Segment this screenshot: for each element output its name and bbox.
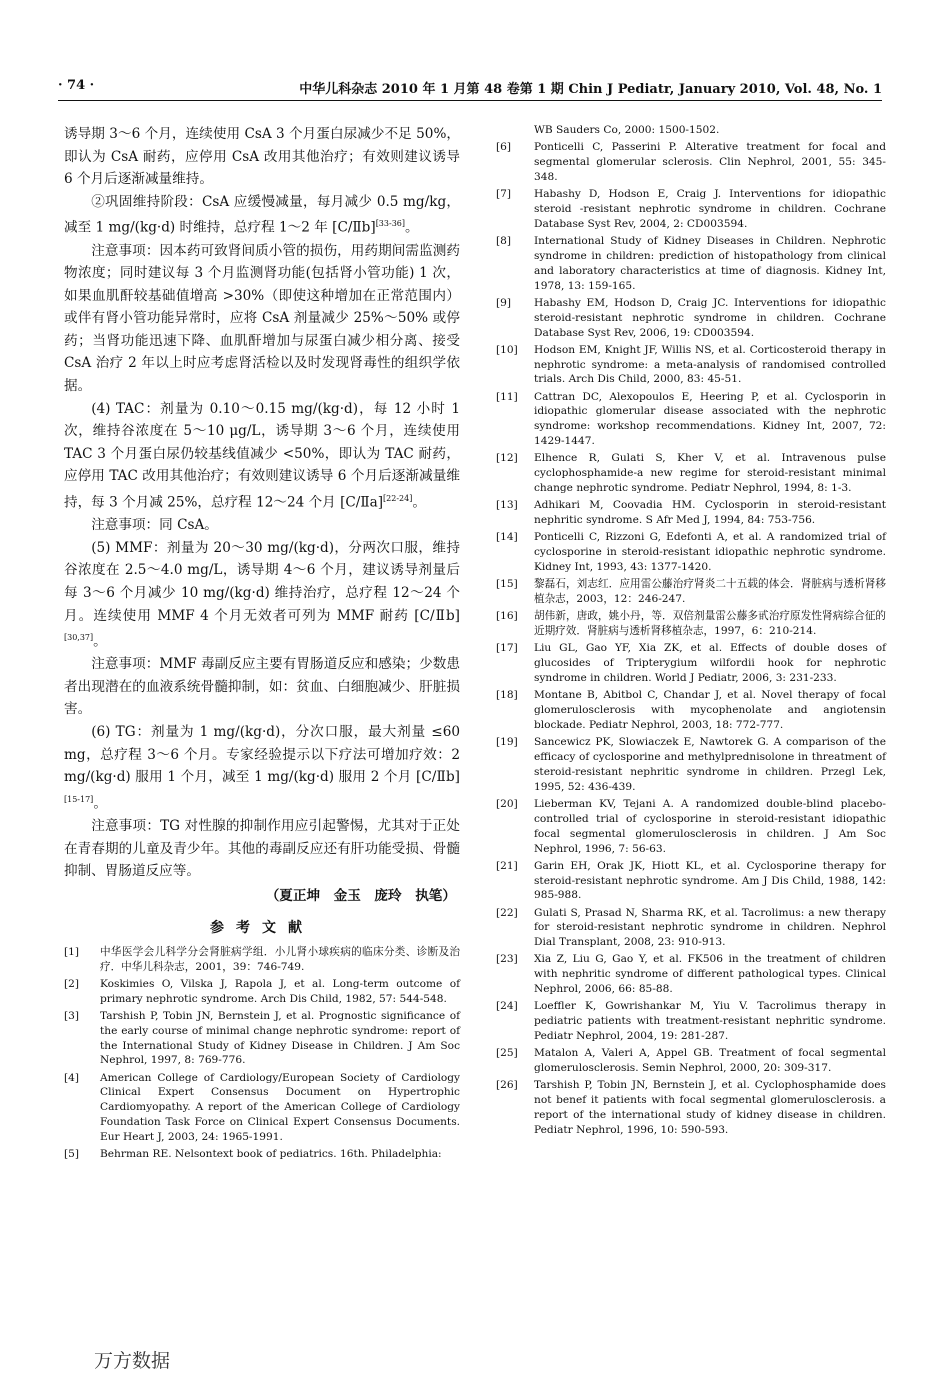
reference-number: [25] [496, 1047, 518, 1060]
reference-text: Sancewicz PK, Slowiaczek E, Nawtorek G. A comparison of the efficacy of cyclosporine and methylprednisolone in threatment of steroid-resistant nephritic syndrome in children. Przegl Lek, 1995, 52: 436-439. [534, 735, 886, 793]
reference-item [496, 234, 886, 294]
reference-number: [12] [496, 452, 518, 465]
reference-continuation [496, 123, 886, 138]
reference-item [64, 977, 460, 1007]
reference-item [496, 343, 886, 388]
paragraph-text: (5) MMF：剂量为 20～30 mg/(kg·d)，分两次口服，维持谷浓度在 2.5～4.0 mg/L，诱导期 4～6 个月，建议诱导剂量后每 3～6 个月减少 10 mg/(kg·d) 维持治疗，总疗程 12～24 个月。连续使用 MMF 4 个月无效者可列为 MMF 耐药 [C/Ⅱb] [64, 539, 460, 624]
reference-item [496, 1078, 886, 1138]
reference-item [496, 498, 886, 528]
reference-item [496, 1046, 886, 1076]
reference-item [64, 945, 460, 975]
reference-text: Tarshish P, Tobin JN, Bernstein J, et al. Cyclophosphamide does not benef it patients with focal segmental glomerulosclerosis. a report of the international study of kidney disease in children. Pediatr Nephrol, 1996, 10: 590-593. [534, 1079, 886, 1136]
reference-number: [9] [496, 296, 512, 309]
reference-number: [24] [496, 1000, 518, 1013]
paragraph-text: 注意事项：同 CsA。 [91, 517, 218, 534]
reference-number: [3] [64, 1009, 80, 1022]
reference-text: Tarshish P, Tobin JN, Bernstein J, et al. Prognostic significance of the early course of minimal change nephrotic syndrome: report of the International Study of Kidney Disease in Children. J Am Soc Nephrol, 1997, 8: 769-776. [100, 1009, 460, 1067]
reference-list [496, 140, 886, 1138]
citation-superscript: [33-36] [375, 219, 405, 229]
reference-number: [5] [64, 1148, 80, 1161]
reference-item [64, 1071, 460, 1146]
body-paragraph [64, 537, 460, 654]
reference-number: [18] [496, 689, 518, 702]
reference-number: [14] [496, 531, 518, 544]
reference-number: [2] [64, 977, 80, 990]
paragraph-text: (4) TAC：剂量为 0.10～0.15 mg/(kg·d)，每 12 小时 1 次，维持谷浓度在 5～10 μg/L，诱导期 3～6 个月，连续使用 TAC 3 个月蛋白尿仍较基线值减少 <50%，即认为 TAC 耐药，应停用 TAC 改用其他治疗；有效则建议诱导 6 个月后逐渐减量维持，每 3 个月减 25%，总疗程 12～24 个月 [C/Ⅱa] [64, 400, 460, 511]
body-paragraph [64, 815, 460, 883]
reference-text: Elhence R, Gulati S, Kher V, et al. Intravenous pulse cyclophosphamide-a new regime for steroid-resistant minimal change nephrotic syndrome. Pediatr Nephrol, 1994, 8: 1-3. [534, 452, 886, 495]
reference-item [496, 859, 886, 904]
reference-item [496, 451, 886, 496]
reference-number: [4] [64, 1071, 80, 1084]
reference-item [496, 735, 886, 795]
reference-text: Garin EH, Orak JK, Hiott KL, et al. Cyclosporine therapy for steroid-resistant nephrotic syndrome. Am J Dis Child, 1988, 142: 985-988. [534, 859, 886, 902]
reference-item [496, 641, 886, 686]
reference-text: Gulati S, Prasad N, Sharma RK, et al. Tacrolimus: a new therapy for steroid-resistant nephrotic syndrome in children. Nephrol Dial Transplant, 2008, 23: 910-913. [534, 906, 886, 949]
page-header [58, 78, 882, 100]
reference-text: Habashy D, Hodson E, Craig J. Interventions for idiopathic steroid -resistant nephrotic syndrome in children. Cochrane Database Syst Rev, 2004, 2: CD003594. [534, 188, 886, 230]
reference-number: [7] [496, 188, 512, 200]
reference-text: 中华医学会儿科学分会肾脏病学组．小儿肾小球疾病的临床分类、诊断及治疗．中华儿科杂志，2001，39：746-749. [100, 945, 460, 973]
reference-number: [23] [496, 953, 518, 966]
paragraph-text: ②巩固维持阶段：CsA 应缓慢减量，每月减少 0.5 mg/kg，减至 1 mg/(kg·d) 时维持，总疗程 1～2 年 [C/Ⅱb] [64, 193, 460, 236]
reference-text: Liu GL, Gao YF, Xia ZK, et al. Effects of double doses of glucosides of Tripterygium wilfordii hook for nephrotic syndrome in children. World J Pediatr, 2006, 3: 231-233. [534, 642, 886, 684]
left-column [64, 123, 460, 1164]
reference-number: [21] [496, 859, 518, 872]
reference-item [496, 530, 886, 575]
reference-number: [1] [64, 945, 80, 958]
references-heading: 参考文献 [210, 919, 314, 936]
reference-text: Cattran DC, Alexopoulos E, Heering P, et al. Cyclosporin in idiopathic glomerular disease associated with the nephrotic syndrome: workshop recommendations. Kidney Int, 2007, 72: 1429-1447. [534, 390, 886, 448]
paragraph-text: 诱导期 3～6 个月，连续使用 CsA 3 个月蛋白尿减少不足 50%，即认为 CsA 耐药，应停用 CsA 改用其他治疗；有效则建议诱导 6 个月后逐渐减量维持。 [64, 126, 460, 188]
paragraph-text: (6) TG：剂量为 1 mg/(kg·d)，分次口服，最大剂量 ≤60 mg，总疗程 3～6 个月。专家经验提示以下疗法可增加疗效：2 mg/(kg·d) 服用 1 个月，减至 1 mg/(kg·d) 服用 2 个月 [C/Ⅱb] [64, 724, 460, 786]
reference-text: Adhikari M, Coovadia HM. Cyclosporin in steroid-resistant nephritic syndrome. S Afr Med J, 1994, 84: 753-756. [534, 499, 886, 527]
reference-item [496, 999, 886, 1044]
reference-text: 黎磊石，刘志红．应用雷公藤治疗肾炎二十五载的体会．肾脏病与透析肾移植杂志，2003，12：246-247. [534, 578, 886, 606]
body-paragraph [64, 721, 460, 815]
reference-text: Habashy EM, Hodson D, Craig JC. Interventions for idiopathic steroid-resistant nephrotic syndrome in children. Cochrane Database Syst Rev, 2006, 19: CD003594. [534, 296, 886, 339]
reference-number: [26] [496, 1079, 518, 1092]
author-signature: （夏正坤 金玉 庞玲 执笔） [265, 887, 456, 904]
reference-number: [19] [496, 735, 518, 748]
body-text [64, 123, 460, 883]
reference-number: [6] [496, 141, 512, 154]
page-number: · 74 · [58, 78, 95, 93]
reference-item [496, 906, 886, 951]
reference-text: International Study of Kidney Diseases in Children. Nephrotic syndrome in children: prediction of histopathology from clinical and laboratory characteristics at time of diagnosis. Kidney Int, 1978, 13: 159-165. [534, 234, 886, 292]
reference-text: Ponticelli C, Rizzoni G, Edefonti A, et al. A randomized trial of cyclosporine in steroid-resistant idiopathic nephrotic syndrome. Kidney Int, 1993, 43: 1377-1420. [534, 531, 886, 574]
reference-item [64, 1147, 460, 1162]
reference-text: Behrman RE. Nelsontext book of pediatrics. 16th. Philadelphia: [100, 1148, 442, 1161]
body-paragraph [64, 240, 460, 398]
paragraph-text: 注意事项：TG 对性腺的抑制作用应引起警惕，尤其对于正处在青春期的儿童及青少年。其他的毒副反应还有肝功能受损、骨髓抑制、胃肠道反应等。 [64, 817, 460, 880]
paragraph-tail: 。 [93, 795, 107, 812]
reference-item [496, 187, 886, 232]
reference-text: Xia Z, Liu G, Gao Y, et al. FK506 in the treatment of children with nephritic syndrome of different pathological types. Clinical Nephrol, 2006, 66: 85-88. [534, 953, 886, 996]
right-column [496, 123, 886, 1140]
reference-number: [8] [496, 234, 512, 247]
reference-item [64, 1009, 460, 1069]
reference-number: [13] [496, 499, 518, 512]
reference-text: Hodson EM, Knight JF, Willis NS, et al. Corticosteroid therapy in nephrotic syndrome: a meta-analysis of randomised controlled trials. Arch Dis Child, 2000, 83: 45-51. [534, 343, 886, 386]
paragraph-tail: 。 [93, 633, 107, 650]
reference-number: [10] [496, 343, 518, 356]
reference-number: [20] [496, 797, 518, 810]
paragraph-tail: 。 [412, 494, 426, 511]
paragraph-text: 注意事项：因本药可致肾间质小管的损伤，用药期间需监测药物浓度；同时建议每 3 个月监测肾功能(包括肾小管功能) 1 次，如果血肌酐较基础值增高 >30%（即使这种增加在正常范围内）或伴有肾小管功能异常时，应将 CsA 剂量减少 25%～50% 或停药；当肾功能迅速下降、血肌酐增加与尿蛋白减少相分离、接受 CsA 治疗 2 年以上时应考虑肾活检以及时发现肾毒性的组织学依据。 [64, 242, 460, 395]
reference-number: [15] [496, 578, 518, 591]
reference-item [496, 688, 886, 733]
journal-citation: 中华儿科杂志 2010 年 1 月第 48 卷第 1 期 Chin J Pediatr, January 2010, Vol. 48, No. 1 [299, 82, 882, 97]
header-rule [58, 100, 882, 101]
reference-item [496, 609, 886, 639]
reference-text: WB Sauders Co, 2000: 1500-1502. [534, 124, 720, 136]
body-paragraph [64, 653, 460, 721]
reference-item [496, 577, 886, 607]
body-paragraph [64, 123, 460, 191]
reference-text: Montane B, Abitbol C, Chandar J, et al. Novel therapy of focal glomerulosclerosis with mycophenolate and angiotensin blockade. Pediatr Nephrol, 2003, 18: 772-777. [534, 689, 886, 731]
reference-number: [16] [496, 610, 518, 623]
reference-number: [11] [496, 390, 518, 403]
watermark: 万方数据 [94, 1350, 171, 1372]
reference-item [496, 296, 886, 341]
paragraph-text: 注意事项：MMF 毒副反应主要有胃肠道反应和感染；少数患者出现潜在的血液系统骨髓抑制，如：贫血、白细胞减少、肝脏损害。 [64, 656, 460, 718]
reference-text: Loeffler K, Gowrishankar M, Yiu V. Tacrolimus therapy in pediatric patients with treatment-resistant nephritic syndrome. Pediatr Nephrol, 2004, 19: 281-287. [534, 1000, 886, 1043]
citation-superscript: [30,37] [64, 633, 94, 643]
reference-text: American College of Cardiology/European Society of Cardiology Clinical Expert Consensus Document on Hypertrophic Cardiomyopathy. A report of the American College of Cardiology Foundation Task Force on Clinical Expert Consensus Documents. Eur Heart J, 2003, 24: 1965-1991. [100, 1071, 460, 1144]
reference-text: Koskimies O, Vilska J, Rapola J, et al. Long-term outcome of primary nephrotic syndrome. Arch Dis Child, 1982, 57: 544-548. [100, 977, 460, 1005]
reference-text: Matalon A, Valeri A, Appel GB. Treatment of focal segmental glomerulosclerosis. Semin Nephrol, 2000, 20: 309-317. [534, 1047, 886, 1075]
body-paragraph [64, 398, 460, 515]
reference-text: Ponticelli C, Passerini P. Alterative treatment for focal and segmental glomerular sclerosis. Clin Nephrol, 2001, 55: 345-348. [534, 141, 886, 183]
reference-text: Lieberman KV, Tejani A. A randomized double-blind placebo-controlled trial of cyclosporine in steroid-resistant idiopathic focal segmental glomerulosclerosis in children. J Am Soc Nephrol, 1996, 7: 56-63. [534, 797, 886, 855]
reference-item [496, 140, 886, 185]
reference-number: [17] [496, 642, 518, 655]
reference-number: [22] [496, 906, 518, 919]
reference-item [496, 390, 886, 450]
reference-item [496, 797, 886, 857]
reference-text: 胡伟新，唐政，姚小丹，等．双倍剂量雷公藤多甙治疗原发性肾病综合征的近期疗效．肾脏病与透析肾移植杂志，1997，6：210-214. [534, 610, 886, 638]
citation-superscript: [22-24] [383, 494, 413, 504]
body-paragraph [64, 514, 460, 537]
paragraph-tail: 。 [405, 219, 419, 236]
citation-superscript: [15-17] [64, 794, 94, 804]
reference-list [64, 945, 460, 1162]
body-paragraph [64, 191, 460, 240]
reference-item [496, 952, 886, 997]
